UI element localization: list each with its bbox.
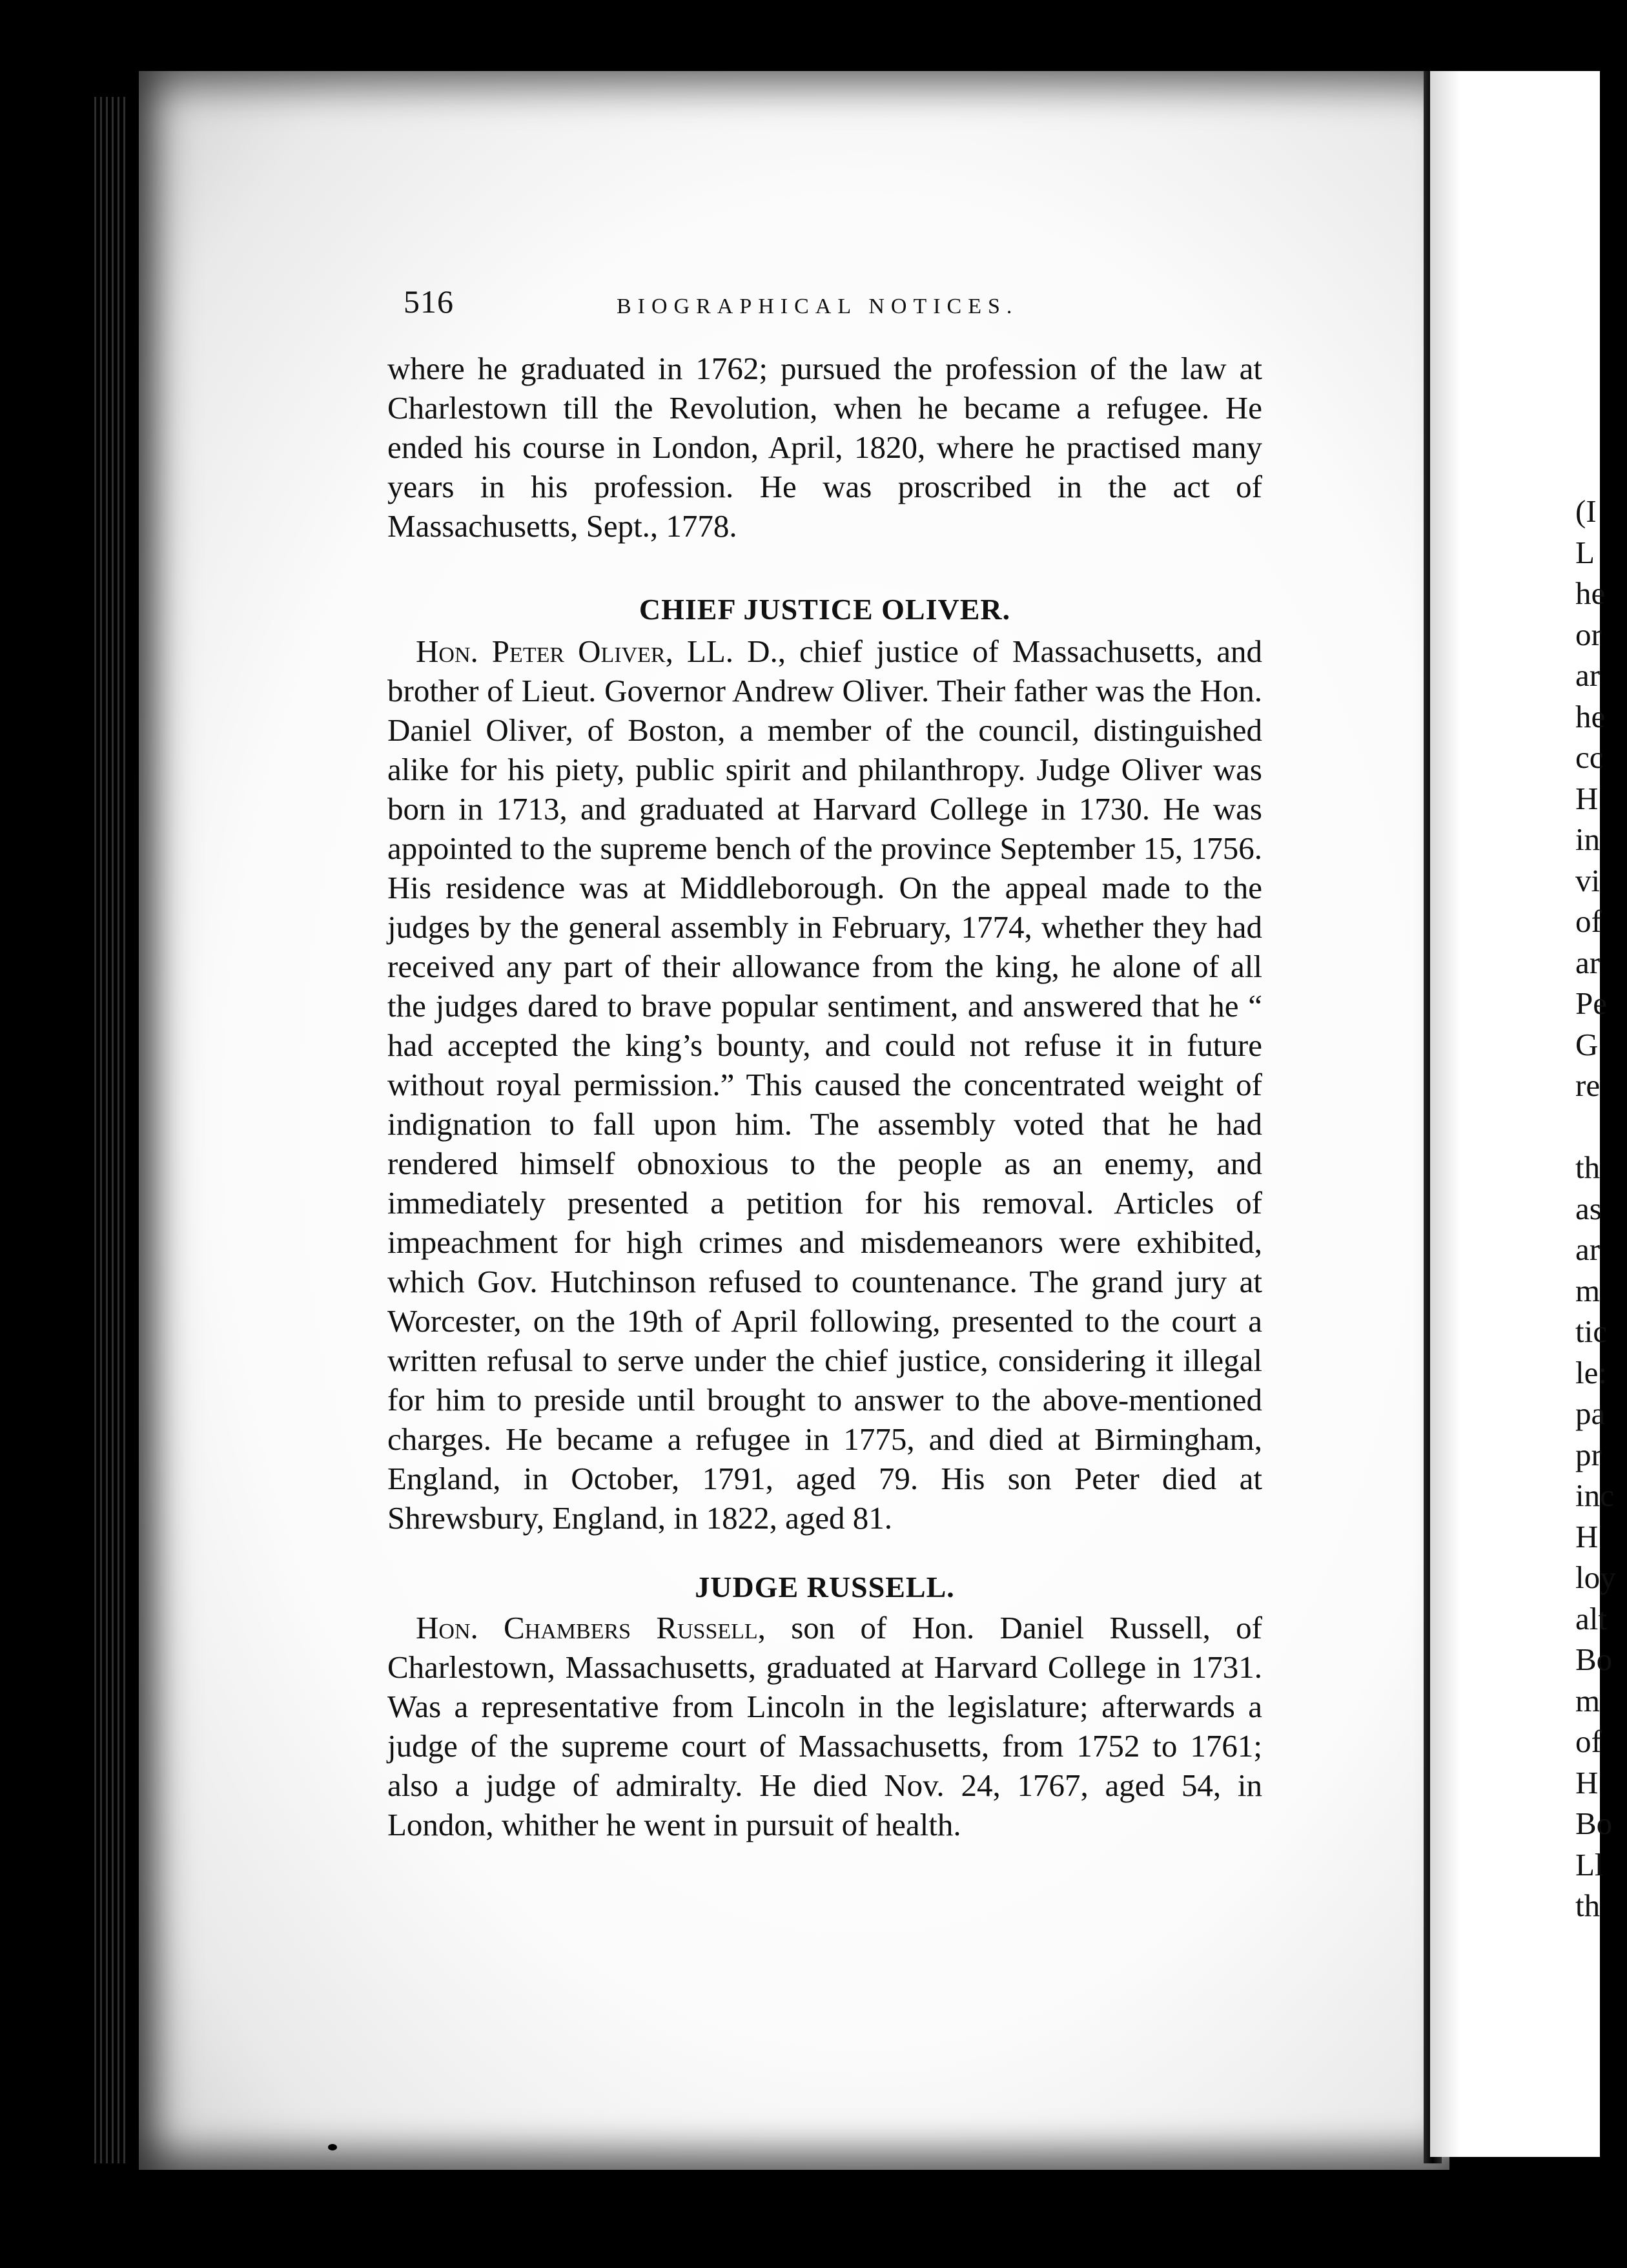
facing-page-fragment: he — [1575, 698, 1606, 734]
page-edge-lines — [90, 97, 129, 2163]
facing-page-fragment: Ll — [1575, 1846, 1604, 1882]
facing-page-fragment: or — [1575, 616, 1602, 652]
facing-page-fragments — [1575, 491, 1627, 1926]
facing-page-fragment: H — [1575, 1518, 1599, 1554]
scan-speck — [328, 2144, 337, 2150]
page-number: 516 — [404, 284, 454, 320]
scan-speck — [851, 2222, 859, 2236]
body-oliver: LL. D., chief justice of Massachusetts, and brother of Lieut. Governor Andrew Oliver. Their father was the Hon. Daniel Oliver, of Boston, a member of the council, distinguished alike for his piety, public spirit and philanthropy. Judge Oliver was born in 1713, and graduated at Harvard College in 1730. He was appointed to the supreme bench of the province September 15, 1756. His residence was at Middleborough. On the appeal made to the judges by the general assembly in February, 1774, whether they had received any part of their allowance from the king, he alone of all the judges dared to brave popular sentiment, and answered that he “ had accepted the king’s bounty, and could not refuse it in future without royal permission.” This caused the concentrated weight of indignation to fall upon him. The assembly voted that he had rendered himself obnoxious to the people as an enemy, and immediately presented a petition for his removal. Articles of impeachment for high crimes and misdemeanors were exhibited, which Gov. Hutchinson refused to countenance. The grand jury at Worcester, on the 19th of April following, presented to the court a written refusal to serve under the chief justice, considering it illegal for him to preside until brought to answer to the above-mentioned charges. He became a refugee in 1775, and died at Birmingham, England, in October, 1791, aged 79. His son Peter died at Shrewsbury, England, in 1822, aged 81. — [387, 634, 1262, 1536]
facing-page-fragment: loy — [1575, 1560, 1616, 1595]
facing-page-fragment: ar — [1575, 657, 1601, 693]
running-title: BIOGRAPHICAL NOTICES. — [617, 294, 1019, 318]
facing-page-fragment: alt — [1575, 1600, 1607, 1636]
facing-page-fragment: ar — [1575, 1232, 1601, 1267]
facing-page-fragment: re — [1575, 1067, 1601, 1103]
facing-page-fragment: G — [1575, 1026, 1599, 1062]
facing-page-fragment: Pe — [1575, 985, 1607, 1021]
facing-page-fragment: cc — [1575, 739, 1604, 775]
intro-paragraph: where he graduated in 1762; pursued the profession of the law at Charlestown till the Revolution, when he became a refugee. He ended his course in London, April, 1820, where he practised many years in his profession. He was proscribed in the act of Massachusetts, Sept., 1778. — [387, 351, 1262, 544]
facing-page-fragment: inc — [1575, 1478, 1614, 1513]
facing-page-fragment: pa — [1575, 1396, 1606, 1431]
facing-page-fragment: le: — [1575, 1354, 1607, 1390]
facing-page-fragment: H — [1575, 1764, 1599, 1800]
facing-page-fragment: m — [1575, 1682, 1601, 1718]
running-head — [404, 283, 1307, 335]
facing-page-fragment: vi — [1575, 862, 1601, 898]
paragraph-russell — [387, 1608, 1262, 1844]
facing-page-fragment: in — [1575, 821, 1601, 857]
facing-page-fragment: th — [1575, 1888, 1601, 1923]
facing-page-fragment: of — [1575, 1724, 1602, 1759]
facing-page-fragment: H — [1575, 780, 1599, 816]
facing-page-fragment: as — [1575, 1190, 1602, 1226]
text-column — [387, 349, 1262, 1844]
facing-page-fragment: tic — [1575, 1314, 1607, 1349]
facing-page-fragment: of — [1575, 903, 1602, 939]
facing-page-fragment: he — [1575, 575, 1606, 611]
facing-page-fragment — [1575, 1106, 1627, 1148]
scan-speck — [872, 2234, 877, 2243]
right-page — [1430, 71, 1600, 2157]
facing-page-fragment: m — [1575, 1272, 1601, 1308]
facing-page-fragment: Bo — [1575, 1806, 1613, 1841]
body-russell: son of Hon. Daniel Russell, of Charlestown, Massachusetts, graduated at Harvard College in 1731. Was a representative from Lincoln in the legislature; afterwards a judge of the supreme court of Massachusetts, from 1752 to 1761; also a judge of admiralty. He died Nov. 24, 1767, aged 54, in London, whither he went in pursuit of health. — [387, 1610, 1262, 1842]
section-heading-russell: JUDGE RUSSELL. — [695, 1571, 955, 1603]
facing-page-fragment: (I — [1575, 493, 1597, 529]
facing-page-fragment: ar — [1575, 944, 1601, 980]
facing-page-fragment: pr — [1575, 1436, 1602, 1472]
facing-page-fragment: th — [1575, 1149, 1601, 1185]
lead-name-oliver: Hon. Peter Oliver, — [416, 634, 673, 669]
facing-page-fragment: Bo — [1575, 1642, 1613, 1677]
scan-speck — [810, 2241, 817, 2247]
section-heading-oliver: CHIEF JUSTICE OLIVER. — [639, 593, 1011, 626]
scan-speck — [336, 12, 342, 21]
lead-name-russell: Hon. Chambers Russell, — [416, 1610, 766, 1645]
paragraph-oliver — [387, 632, 1262, 1538]
facing-page-fragment: L — [1575, 534, 1595, 570]
